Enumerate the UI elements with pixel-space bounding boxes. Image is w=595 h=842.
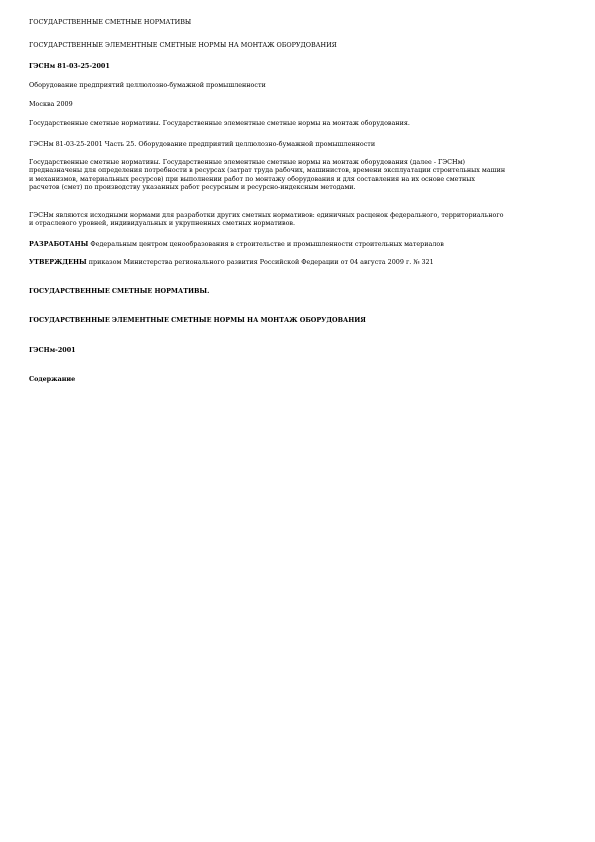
- document-code: ГЭСНм 81-03-25-2001: [29, 62, 110, 70]
- paragraph-line: и отраслевого уровней, индивидуальных и укрупненных сметных нормативов.: [29, 219, 296, 228]
- section-code: ГЭСНм-2001: [29, 346, 76, 354]
- purpose-paragraph: [29, 158, 569, 192]
- paragraph-line: Государственные сметные нормативы. Государственные элементные сметные нормы на монтаж оборудования (далее - ГЭСНм): [29, 158, 466, 166]
- contents-heading: Содержание: [29, 375, 76, 383]
- approved-by: [29, 258, 569, 266]
- section-heading: ГОСУДАРСТВЕННЫЕ СМЕТНЫЕ НОРМАТИВЫ.: [29, 287, 210, 295]
- section-subheading: ГОСУДАРСТВЕННЫЕ ЭЛЕМЕНТНЫЕ СМЕТНЫЕ НОРМЫ НА МОНТАЖ ОБОРУДОВАНИЯ: [29, 316, 366, 324]
- developed-label: РАЗРАБОТАНЫ: [29, 240, 89, 248]
- paragraph-line: и механизмов, материальных ресурсов) при выполнении работ по монтажу оборудования и для составления на их основе сметных: [29, 174, 475, 183]
- approved-label: УТВЕРЖДЕНЫ: [29, 258, 87, 266]
- paragraph-line: ГЭСНм являются исходными нормами для разработки других сметных нормативов: единичных расценок федерального, территориального: [29, 211, 504, 219]
- basis-paragraph: [29, 211, 569, 228]
- document-subject: Оборудование предприятий целлюлозно-бумажной промышленности: [29, 81, 266, 89]
- developed-text: Федеральным центром ценообразования в строительстве и промышленности строительных материалов: [88, 240, 444, 248]
- developed-by: [29, 240, 569, 248]
- document-full-title: Государственные сметные нормативы. Государственные элементные сметные нормы на монтаж оборудования.: [29, 119, 410, 127]
- document-part-title: ГЭСНм 81-03-25-2001 Часть 25. Оборудование предприятий целлюлозно-бумажной промышленности: [29, 140, 376, 148]
- document-subheading: ГОСУДАРСТВЕННЫЕ ЭЛЕМЕНТНЫЕ СМЕТНЫЕ НОРМЫ НА МОНТАЖ ОБОРУДОВАНИЯ: [29, 41, 337, 49]
- paragraph-line: предназначены для определения потребности в ресурсах (затрат труда рабочих, машинистов, времени эксплуатации строительных машин: [29, 166, 506, 175]
- document-heading: ГОСУДАРСТВЕННЫЕ СМЕТНЫЕ НОРМАТИВЫ: [29, 18, 192, 26]
- approved-text: приказом Министерства регионального развития Российской Федерации от 04 августа 2009 г. № 321: [86, 258, 434, 266]
- paragraph-line: расчетов (смет) по производству указанных работ ресурсным и ресурсно-индексным методами.: [29, 183, 356, 192]
- document-place-year: Москва 2009: [29, 100, 73, 108]
